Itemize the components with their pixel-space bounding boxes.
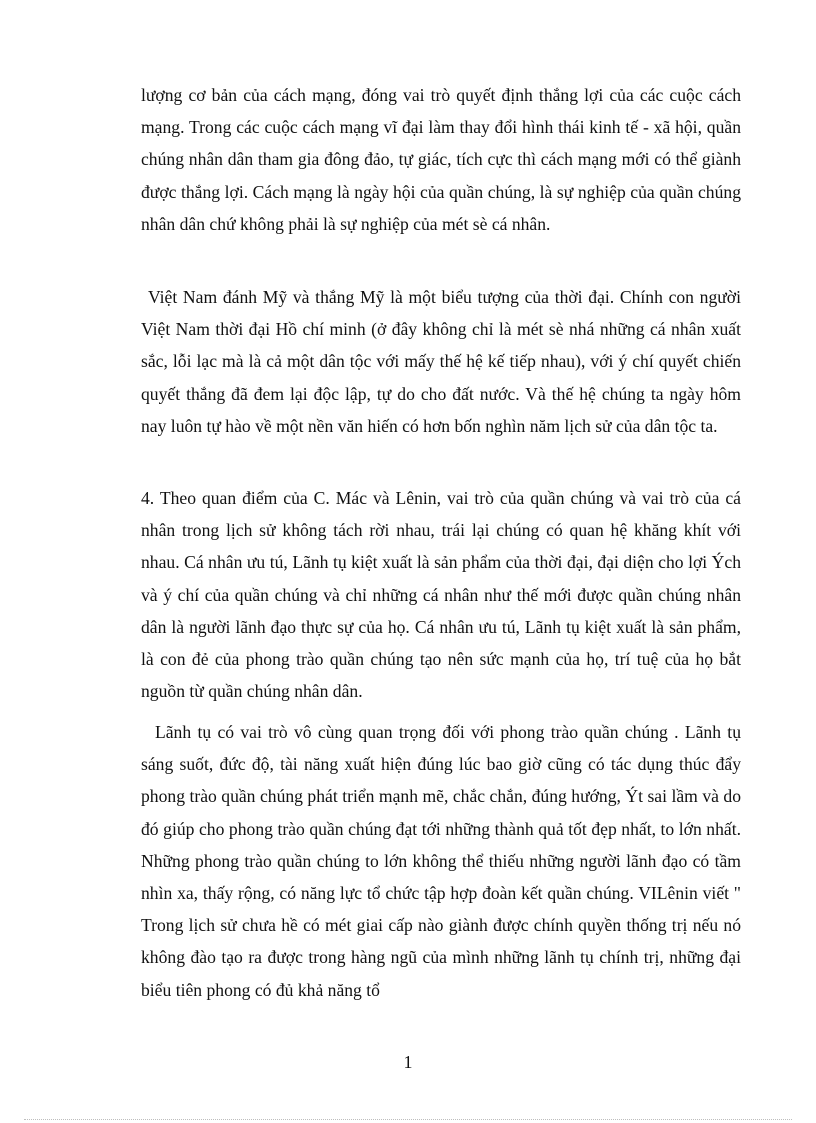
paragraph-vietnam-victory: Việt Nam đánh Mỹ và thắng Mỹ là một biểu tượng của thời đại. Chính con người Việt Nam thời đại Hồ chí minh (ở đây không chỉ là mét sè nhá những cá nhân xuất sắc, lỗi lạc mà là cả một dân tộc với mấy thế hệ kế tiếp nhau), với ý chí quyết chiến quyết thắng đã đem lại độc lập, tự do cho đất nước. Và thế hệ chúng ta ngày hôm nay luôn tự hào về một nền văn hiến có hơn bốn nghìn năm lịch sử của dân tộc ta. <box>141 287 741 436</box>
paragraph-marx-lenin-view: 4. Theo quan điểm của C. Mác và Lênin, vai trò của quần chúng và vai trò của cá nhân trong lịch sử không tách rời nhau, trái lại chúng có quan hệ khăng khít với nhau. Cá nhân ưu tú, Lãnh tụ kiệt xuất là sản phẩm của thời đại, đại diện cho lợi Ých và ý chí của quần chúng và chỉ những cá nhân như thế mới được quần chúng nhân dân là người lãnh đạo thực sự của họ. Cá nhân ưu tú, Lãnh tụ kiệt xuất là sản phẩm, là con đẻ của phong trào quần chúng tạo nên sức mạnh của họ, trí tuệ của họ bắt nguồn từ quần chúng nhân dân. <box>141 488 741 702</box>
paragraph-masses-role: lượng cơ bản của cách mạng, đóng vai trò quyết định thắng lợi của các cuộc cách mạng. Trong các cuộc cách mạng vĩ đại làm thay đổi hình thái kinh tế - xã hội, quần chúng nhân dân tham gia đông đảo, tự giác, tích cực thì cách mạng mới có thể giành được thắng lợi. Cách mạng là ngày hội của quần chúng, là sự nghiệp của quần chúng nhân dân chứ không phải là sự nghiệp của mét sè cá nhân. <box>141 85 741 234</box>
page-bottom-divider <box>24 1119 792 1120</box>
paragraph-leader-role: Lãnh tụ có vai trò vô cùng quan trọng đối với phong trào quần chúng . Lãnh tụ sáng suốt, đức độ, tài năng xuất hiện đúng lúc bao giờ cũng có tác dụng thúc đẩy phong trào quần chúng phát triển mạnh mẽ, chắc chắn, đúng hướng, Ýt sai lầm và do đó giúp cho phong trào quần chúng đạt tới những thành quả tốt đẹp nhất, to lớn nhất. Những phong trào quần chúng to lớn không thể thiếu những người lãnh đạo có tầm nhìn xa, thấy rộng, có năng lực tổ chức tập hợp đoàn kết quần chúng. VILênin viết " Trong lịch sử chưa hề có mét giai cấp nào giành được chính quyền thống trị nếu nó không đào tạo ra được trong hàng ngũ của mình những lãnh tụ chính trị, những đại biểu tiên phong có đủ khả năng tổ <box>141 722 741 1000</box>
page-number: 1 <box>403 1052 413 1072</box>
